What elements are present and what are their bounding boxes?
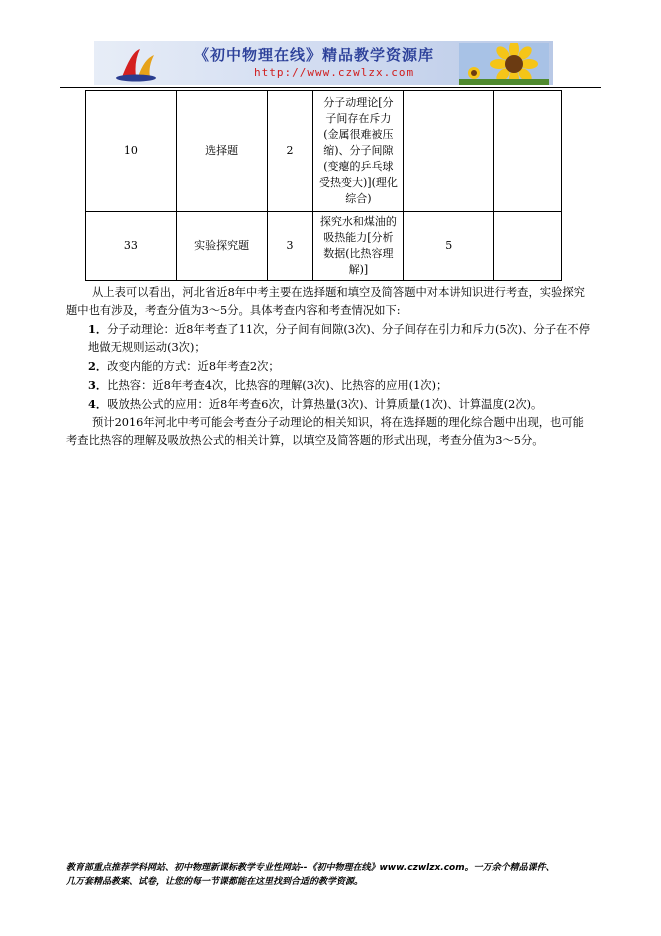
- analysis-text: [66, 284, 594, 450]
- header-rule: [60, 87, 601, 88]
- list-item: 3．比热容：近8年考查4次，比热容的理解(3次)、比热容的应用(1次)；: [88, 378, 448, 392]
- list-item: 2．改变内能的方式：近8年考查2次；: [88, 359, 280, 373]
- question-number: 33: [86, 212, 177, 281]
- question-content: 分子动理论[分子间存在斥力(金属很难被压缩)、分子间隙(变瘪的乒乓球受热变大)](理化综合): [313, 91, 404, 212]
- sunflower-icon: [459, 43, 549, 85]
- footer-line: 几万套精品教案、试卷，让您的每一节课都能在这里找到合适的教学资源。: [66, 877, 364, 887]
- table-row: [86, 212, 562, 281]
- intro-paragraph: 从上表可以看出，河北省近8年中考主要在选择题和填空及简答题中对本讲知识进行考查，实验探究题中也有涉及，考查分值为3～5分。具体考查内容和考查情况如下:: [66, 286, 585, 317]
- site-logo-icon: [114, 45, 158, 83]
- question-number: 10: [86, 91, 177, 212]
- footer-note: [66, 861, 606, 889]
- table-cell: [494, 91, 562, 212]
- table-row: [86, 91, 562, 212]
- banner-url[interactable]: http://www.czwlzx.com: [254, 66, 415, 79]
- list-item: 1．分子动理论：近8年考查了11次，分子间有间隙(3次)、分子间存在引力和斥力(5次)、分子在不停地做无规则运动(3次)；: [88, 322, 591, 354]
- banner-title: 《初中物理在线》精品教学资源库: [194, 46, 435, 64]
- question-type: 实验探究题: [176, 212, 267, 281]
- list-item: 4．吸放热公式的应用：近8年考查6次，计算热量(3次)、计算质量(1次)、计算温度(2次)。: [88, 397, 543, 411]
- table-cell: [404, 91, 494, 212]
- exam-table: [85, 90, 562, 281]
- question-score: 3: [267, 212, 313, 281]
- question-content: 探究水和煤油的吸热能力[分析数据(比热容理解)]: [313, 212, 404, 281]
- header-banner: [94, 41, 553, 85]
- table-cell: 5: [404, 212, 494, 281]
- question-score: 2: [267, 91, 313, 212]
- table-cell: [494, 212, 562, 281]
- forecast-paragraph: 预计2016年河北中考可能会考查分子动理论的相关知识，将在选择题的理化综合题中出现，也可能考查比热容的理解及吸放热公式的相关计算，以填空及简答题的形式出现，考查分值为3～5分。: [66, 416, 584, 447]
- footer-line: 教育部重点推荐学科网站、初中物理新课标教学专业性网站--《初中物理在线》www.czwlzx.com。一万余个精品课件、: [66, 863, 555, 873]
- question-type: 选择题: [176, 91, 267, 212]
